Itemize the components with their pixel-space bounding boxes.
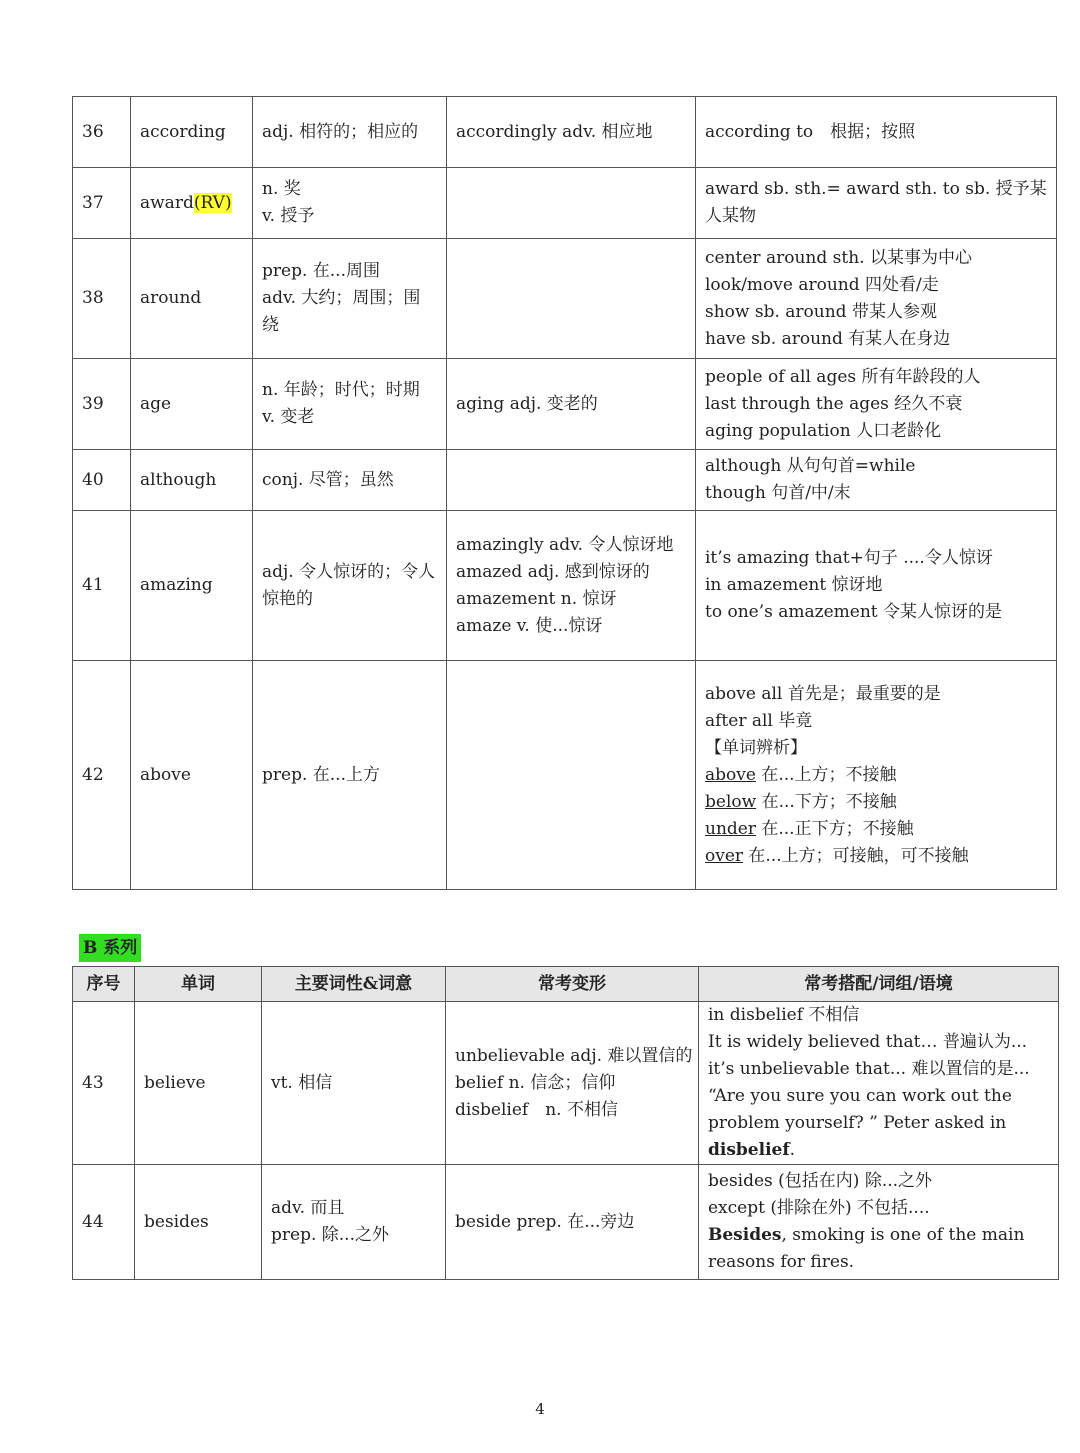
meaning-line: n. 奖 [262,179,301,199]
meaning-line: adv. 而且 [271,1198,345,1218]
forms-cell [447,168,696,239]
row-number: 40 [73,450,131,511]
form-line: belief n. 信念；信仰 [455,1072,616,1093]
phrase-line: have sb. around 有某人在身边 [705,328,951,349]
meaning-cell [262,1165,446,1280]
phrase-line: in disbelief 不相信 [708,1005,860,1025]
phrases-cell [696,168,1057,239]
table-row [73,661,1057,890]
forms-cell [446,1002,699,1165]
form-line: amazingly adv. 令人惊讶地 [456,534,674,555]
header-word: 单词 [135,967,262,1002]
phrase-line: above all 首先是；最重要的是 [705,683,941,704]
meaning-cell [253,97,447,168]
form-line: disbelief n. 不相信 [455,1099,618,1120]
meaning-line: adj. 相符的；相应的 [262,121,419,142]
meaning-line: adj. 令人惊讶的；令人惊艳的 [262,561,436,609]
word-text: award [140,192,194,213]
word-tag-highlight: (RV) [193,192,232,213]
phrase-line: besides (包括在内) 除...之外 [708,1171,933,1191]
meaning-line: prep. 在...周围 [262,261,380,281]
word: around [131,239,253,359]
phrase-line: award sb. sth.= award sth. to sb. 授予某人某物 [705,179,1047,226]
form-line: accordingly adv. 相应地 [456,121,653,142]
table-row [73,239,1057,359]
header-forms: 常考变形 [446,967,699,1002]
word: believe [135,1002,262,1165]
contrast-line [705,816,1047,843]
meaning-line: prep. 除...之外 [271,1225,389,1245]
meaning-line: vt. 相信 [271,1072,333,1093]
meaning-line: adv. 大约；周围；围绕 [262,288,421,335]
section-b-label: B 系列 [79,934,141,962]
contrast-line [705,762,1047,789]
forms-cell [447,661,696,890]
phrase-line: It is widely believed that… 普遍认为... [708,1032,1028,1052]
example-sentence [708,1225,1024,1272]
phrase-line: aging population 人口老龄化 [705,420,942,441]
row-number: 43 [73,1002,135,1165]
row-number: 36 [73,97,131,168]
row-number: 42 [73,661,131,890]
form-line: amaze v. 使...惊讶 [456,615,603,636]
phrases-cell [696,511,1057,661]
forms-cell [447,239,696,359]
example-text: “Are you sure you can work out the problem yourself? ” Peter asked in [708,1086,1012,1133]
word: according [131,97,253,168]
contrast-gloss: 在...下方；不接触 [756,791,897,812]
phrase-line: last through the ages 经久不衰 [705,393,963,414]
forms-cell [447,450,696,511]
forms-cell [446,1165,699,1280]
phrase-line: it’s unbelievable that... 难以置信的是... [708,1059,1030,1079]
row-number: 39 [73,359,131,450]
header-number: 序号 [73,967,135,1002]
meaning-line: prep. 在...上方 [262,764,380,785]
phrase-line: to one’s amazement 令某人惊讶的是 [705,602,1003,622]
phrases-cell [696,97,1057,168]
phrases-cell [699,1165,1059,1280]
contrast-gloss: 在...上方；不接触 [755,764,897,785]
phrase-line: look/move around 四处看/走 [705,274,939,295]
phrase-line: in amazement 惊讶地 [705,575,883,595]
forms-cell [447,511,696,661]
example-bold: Besides [708,1225,782,1245]
phrases-cell [696,359,1057,450]
row-number: 38 [73,239,131,359]
meaning-line: conj. 尽管；虽然 [262,469,394,490]
meaning-cell [253,661,447,890]
form-line: aging adj. 变老的 [456,393,598,414]
form-line: amazed adj. 感到惊讶的 [456,561,650,582]
table-row [73,511,1057,661]
meaning-cell [253,450,447,511]
contrast-word: above [705,764,756,785]
meaning-cell [262,1002,446,1165]
table-row [73,450,1057,511]
form-line: unbelievable adj. 难以置信的 [455,1045,693,1066]
forms-cell [447,359,696,450]
header-phrases: 常考搭配/词组/语境 [699,967,1059,1002]
word: above [131,661,253,890]
meaning-cell [253,168,447,239]
contrast-line [705,789,1047,816]
meaning-cell [253,359,447,450]
form-line: beside prep. 在...旁边 [455,1211,635,1232]
phrase-line: according to 根据；按照 [705,121,916,142]
phrase-line: center around sth. 以某事为中心 [705,247,972,268]
word [131,168,253,239]
example-text: , smoking is one of the main reasons for fires. [708,1225,1025,1272]
phrases-cell [696,239,1057,359]
example-bold: disbelief [708,1140,790,1160]
phrase-line: after all 毕竟 [705,710,813,731]
table-header-row [73,967,1059,1002]
table-row [73,1165,1059,1280]
phrases-cell [696,450,1057,511]
phrase-line: people of all ages 所有年龄段的人 [705,366,981,387]
word: besides [135,1165,262,1280]
contrast-gloss: 在...上方；可接触，可不接触 [743,845,969,866]
table-row [73,1002,1059,1165]
phrase-line: except (排除在外) 不包括.... [708,1198,930,1218]
contrast-word: below [705,791,757,812]
forms-cell [447,97,696,168]
page-number: 4 [535,1400,545,1418]
word: age [131,359,253,450]
table-row [73,97,1057,168]
meaning-line: v. 授予 [262,206,315,226]
contrast-heading: 【单词辨析】 [705,737,807,758]
phrase-line: it’s amazing that+句子 ....令人惊讶 [705,548,993,568]
header-meaning: 主要词性&词意 [262,967,446,1002]
meaning-line: n. 年龄；时代；时期 [262,380,420,400]
vocabulary-table-a [72,96,1057,890]
phrase-line: show sb. around 带某人参观 [705,301,937,322]
phrases-cell [696,661,1057,890]
phrase-line: though 句首/中/末 [705,483,851,503]
word: amazing [131,511,253,661]
table-row [73,168,1057,239]
form-line: amazement n. 惊讶 [456,588,617,609]
meaning-cell [253,239,447,359]
phrase-line: although 从句句首=while [705,456,916,476]
row-number: 41 [73,511,131,661]
meaning-line: v. 变老 [262,407,315,427]
vocabulary-table-b [72,966,1059,1280]
meaning-cell [253,511,447,661]
row-number: 44 [73,1165,135,1280]
row-number: 37 [73,168,131,239]
contrast-line [705,843,1047,870]
example-sentence [708,1086,1012,1160]
contrast-word: under [705,818,756,839]
word: although [131,450,253,511]
table-row [73,359,1057,450]
example-text: . [789,1140,796,1160]
contrast-word: over [705,845,744,866]
phrases-cell [699,1002,1059,1165]
contrast-gloss: 在...正下方；不接触 [755,818,914,839]
